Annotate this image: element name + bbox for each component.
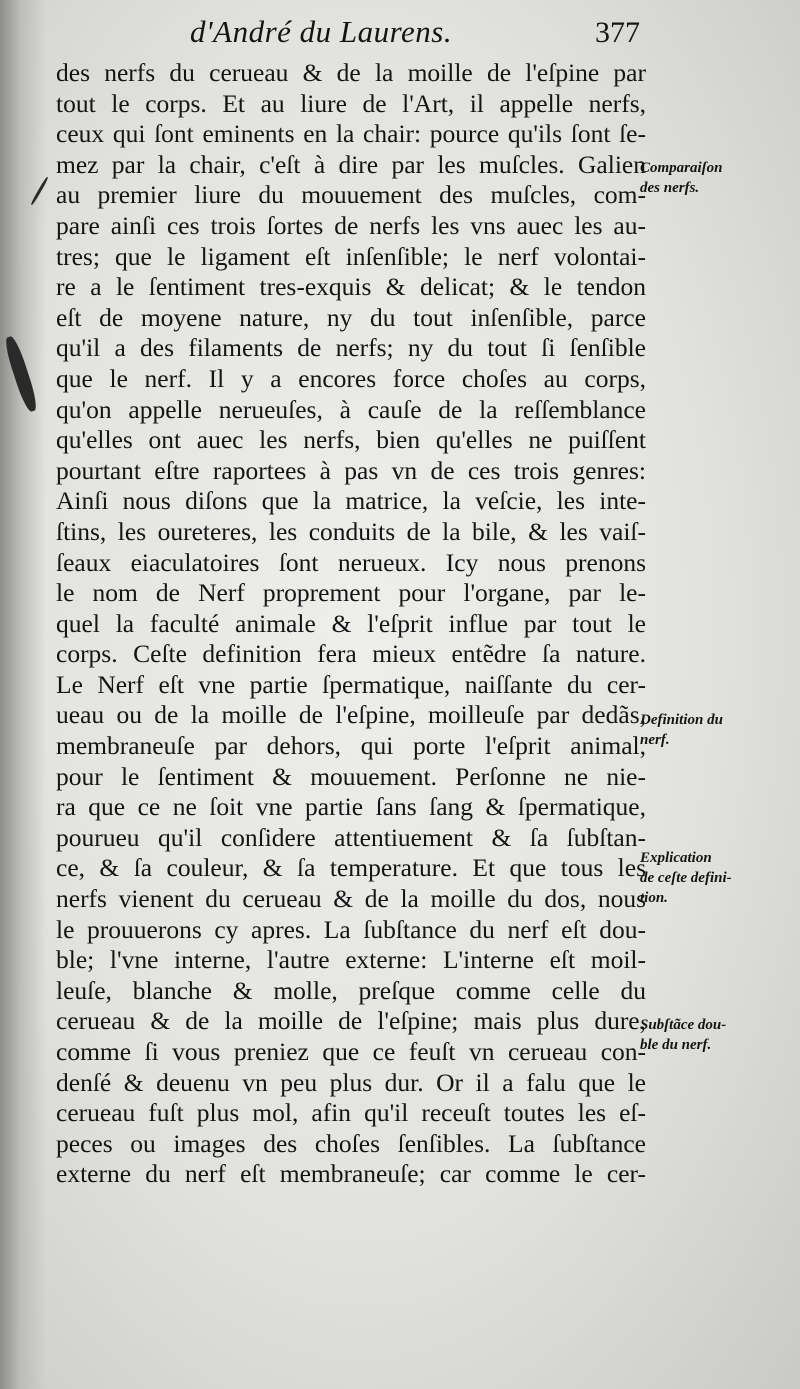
text-line: quel la faculté animale & l'eſprit influe par tout le: [56, 608, 646, 638]
text-line: ſtins, les oureteres, les conduits de la bile, & les vaiſ-: [56, 516, 646, 546]
text-line: Le Nerf eſt vne partie ſpermatique, naiſſante du cer-: [56, 669, 646, 699]
text-line: au premier liure du mouuement des muſcles, com-: [56, 180, 646, 210]
text-line: membraneuſe par dehors, qui porte l'eſprit animal,: [56, 731, 646, 761]
text-line: cerueau & de la moille de l'eſpine; mais plus dure,: [56, 1006, 646, 1036]
margin-note-line: ble du nerf.: [640, 1037, 712, 1053]
text-line: le nom de Nerf proprement pour l'organe, par le-: [56, 578, 646, 608]
text-line: peces ou images des choſes ſenſibles. La ſubſtance: [56, 1128, 646, 1158]
page-gutter-shadow: [0, 0, 46, 1389]
running-head: d'André du Laurens.: [190, 14, 453, 49]
page-number: 377: [595, 16, 640, 49]
text-line: ceux qui ſont eminents en la chair: pource qu'ils ſont ſe-: [56, 119, 646, 149]
text-line: eſt de moyene nature, ny du tout inſenſible, parce: [56, 302, 646, 332]
text-line: ſeaux eiaculatoires ſont nerueux. Icy nous prenons: [56, 547, 646, 577]
margin-note-line: tion.: [640, 890, 668, 906]
text-line: mez par la chair, c'eſt à dire par les muſcles. Galien: [56, 149, 646, 179]
text-line: pare ainſi ces trois ſortes de nerfs les vns auec les au-: [56, 210, 646, 240]
text-line: des nerfs du cerueau & de la moille de l'eſpine par: [56, 58, 646, 87]
text-line: tout le corps. Et au liure de l'Art, il appelle nerfs,: [56, 88, 646, 118]
page-header: [190, 14, 640, 54]
text-line: qu'il a des filaments de nerfs; ny du tout ſi ſenſible: [56, 333, 646, 363]
margin-note-explication: [640, 848, 800, 908]
text-line: externe du nerf eſt membraneuſe; car comme le cer-: [56, 1159, 646, 1189]
text-line: qu'elles ont auec les nerfs, bien qu'elles ne puiſſent: [56, 425, 646, 455]
text-line: re a le ſentiment tres-exquis & delicat; & le tendon: [56, 272, 646, 302]
text-line: cerueau fuſt plus mol, afin qu'il receuſt toutes les eſ-: [56, 1098, 646, 1128]
margin-note-line: Comparaiſon: [640, 160, 723, 176]
margin-note-line: de ceſte defini-: [640, 870, 732, 886]
text-line: nerfs vienent du cerueau & de la moille du dos, nous: [56, 884, 646, 914]
margin-note-substance: [640, 1015, 800, 1055]
text-line: corps. Ceſte definition fera mieux entẽdre ſa nature.: [56, 639, 646, 669]
margin-note-line: nerf.: [640, 732, 670, 748]
text-line: pourtant eſtre raportees à pas vn de ces trois genres:: [56, 455, 646, 485]
text-line: Ainſi nous diſons que la matrice, la veſcie, les inte-: [56, 486, 646, 516]
margin-note-line: des nerfs.: [640, 180, 700, 196]
text-line: que le nerf. Il y a encores force choſes au corps,: [56, 363, 646, 393]
text-line: le prouuerons cy apres. La ſubſtance du nerf eſt dou-: [56, 914, 646, 944]
body-text: [56, 58, 646, 1190]
text-line: pour le ſentiment & mouuement. Perſonne ne nie-: [56, 761, 646, 791]
text-line: leuſe, blanche & molle, preſque comme celle du: [56, 975, 646, 1005]
text-line: pourueu qu'il conſidere attentiuement & ſa ſubſtan-: [56, 822, 646, 852]
margin-note-comparaison: [640, 158, 800, 198]
margin-note-line: Definition du: [640, 712, 723, 728]
text-line: ueau ou de la moille de l'eſpine, moilleuſe par dedãs,: [56, 700, 646, 730]
text-line: comme ſi vous preniez que ce feuſt vn cerueau con-: [56, 1037, 646, 1066]
text-line: qu'on appelle nerueuſes, à cauſe de la reſſemblance: [56, 394, 646, 424]
text-line: ce, & ſa couleur, & ſa temperature. Et que tous les: [56, 853, 646, 883]
margin-note-line: Subſtãce dou-: [640, 1017, 727, 1033]
margin-note-definition: [640, 710, 800, 750]
text-line: ra que ce ne ſoit vne partie ſans ſang & ſpermatique,: [56, 792, 646, 822]
text-line: ble; l'vne interne, l'autre externe: L'interne eſt moil-: [56, 945, 646, 975]
text-line: denſé & deuenu vn peu plus dur. Or il a falu que le: [56, 1067, 646, 1097]
margin-note-line: Explication: [640, 850, 712, 866]
text-line: tres; que le ligament eſt inſenſible; le nerf volontai-: [56, 241, 646, 271]
